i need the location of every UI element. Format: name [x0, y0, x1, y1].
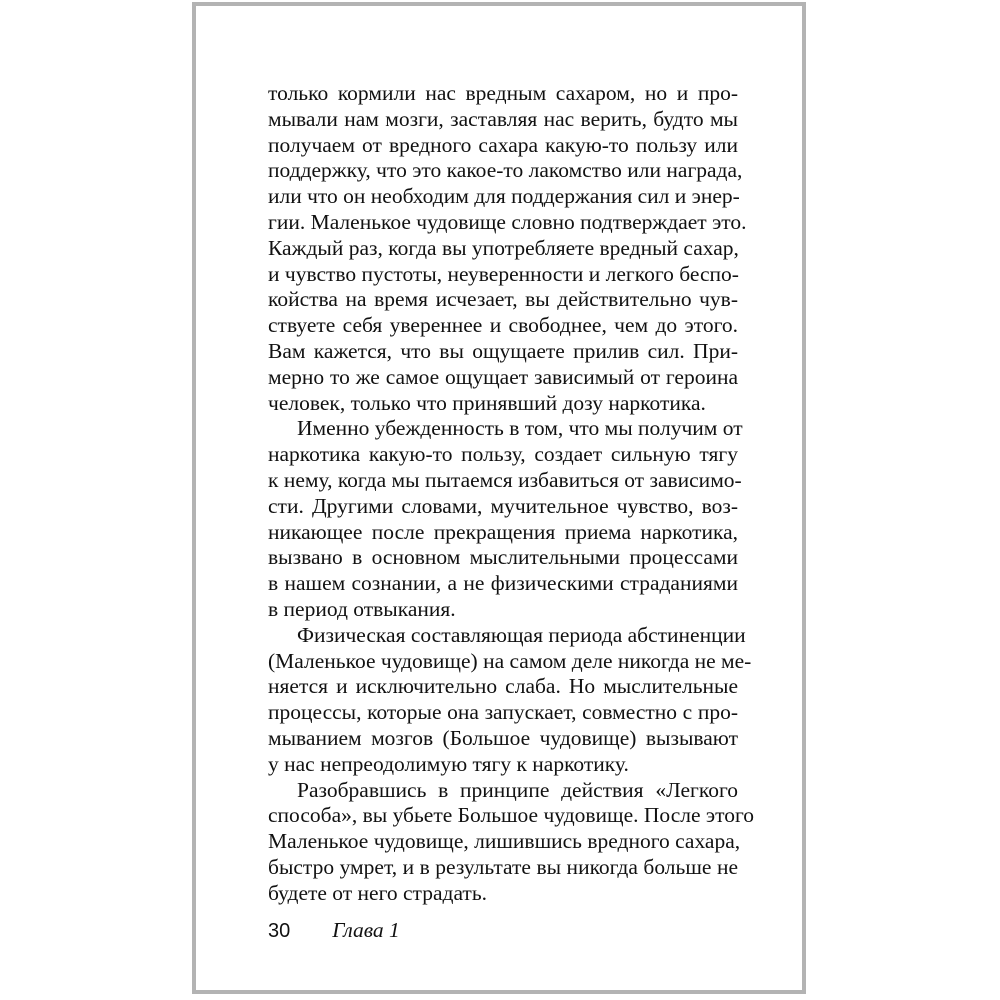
text-line: няется и исключительно слаба. Но мыслительные — [268, 674, 738, 699]
text-line: сти. Другими словами, мучительное чувство, воз- — [268, 493, 738, 518]
page-number: 30 — [268, 920, 291, 942]
text-line: ствуете себя увереннее и свободнее, чем до этого. — [268, 313, 738, 338]
text-line: поддержку, что это какое-то лакомство или награда, — [268, 158, 743, 183]
text-line: гии. Маленькое чудовище словно подтверждает это. — [268, 209, 747, 234]
text-line: и чувство пустоты, неуверенности и легкого беспо- — [268, 261, 739, 286]
text-line: в нашем сознании, а не физическими страданиями — [268, 571, 738, 596]
text-line: процессы, которые она запускает, совместно с про- — [268, 700, 738, 725]
text-line: мыванием мозгов (Большое чудовище) вызывают — [268, 725, 738, 750]
text-line: или что он необходим для поддержания сил и энер- — [268, 184, 740, 209]
text-line: Маленькое чудовище, лишившись вредного сахара, — [268, 829, 741, 854]
text-line: Вам кажется, что вы ощущаете прилив сил. При- — [268, 338, 738, 363]
text-line: Разобравшись в принципе действия «Легкого — [297, 777, 738, 802]
text-line: у нас непреодолимую тягу к наркотику. — [268, 751, 629, 776]
text-line: Физическая составляющая периода абстиненции — [297, 622, 746, 647]
text-line: вызвано в основном мыслительными процессами — [268, 545, 738, 570]
text-line: в период отвыкания. — [268, 596, 456, 621]
running-head: Глава 1 — [332, 918, 400, 942]
text-line: мывали нам мозги, заставляя нас верить, будто мы — [268, 106, 738, 131]
page-footer — [268, 918, 400, 943]
body-text — [268, 81, 755, 907]
text-line: наркотика какую-то пользу, создает сильную тягу — [268, 442, 738, 467]
text-line: будете от него страдать. — [268, 880, 487, 905]
text-line: Именно убежденность в том, что мы получим от — [297, 416, 743, 441]
text-line: мерно то же самое ощущает зависимый от героина — [268, 364, 738, 389]
text-line: (Маленькое чудовище) на самом деле никогда не ме- — [268, 648, 752, 673]
text-line: никающее после прекращения приема наркотика, — [268, 519, 738, 544]
text-line: Каждый раз, когда вы употребляете вредный сахар, — [268, 235, 739, 260]
text-line: к нему, когда мы пытаемся избавиться от зависимо- — [268, 467, 742, 492]
text-line: получаем от вредного сахара какую-то пользу или — [268, 132, 738, 157]
text-line: только кормили нас вредным сахаром, но и про- — [268, 81, 738, 105]
text-line: способа», вы убьете Большое чудовище. После этого — [268, 803, 755, 828]
text-line: быстро умрет, и в результате вы никогда больше не — [268, 854, 738, 879]
text-line: человек, только что принявший дозу наркотика. — [268, 390, 706, 415]
text-line: койства на время исчезает, вы действительно чув- — [268, 287, 738, 312]
